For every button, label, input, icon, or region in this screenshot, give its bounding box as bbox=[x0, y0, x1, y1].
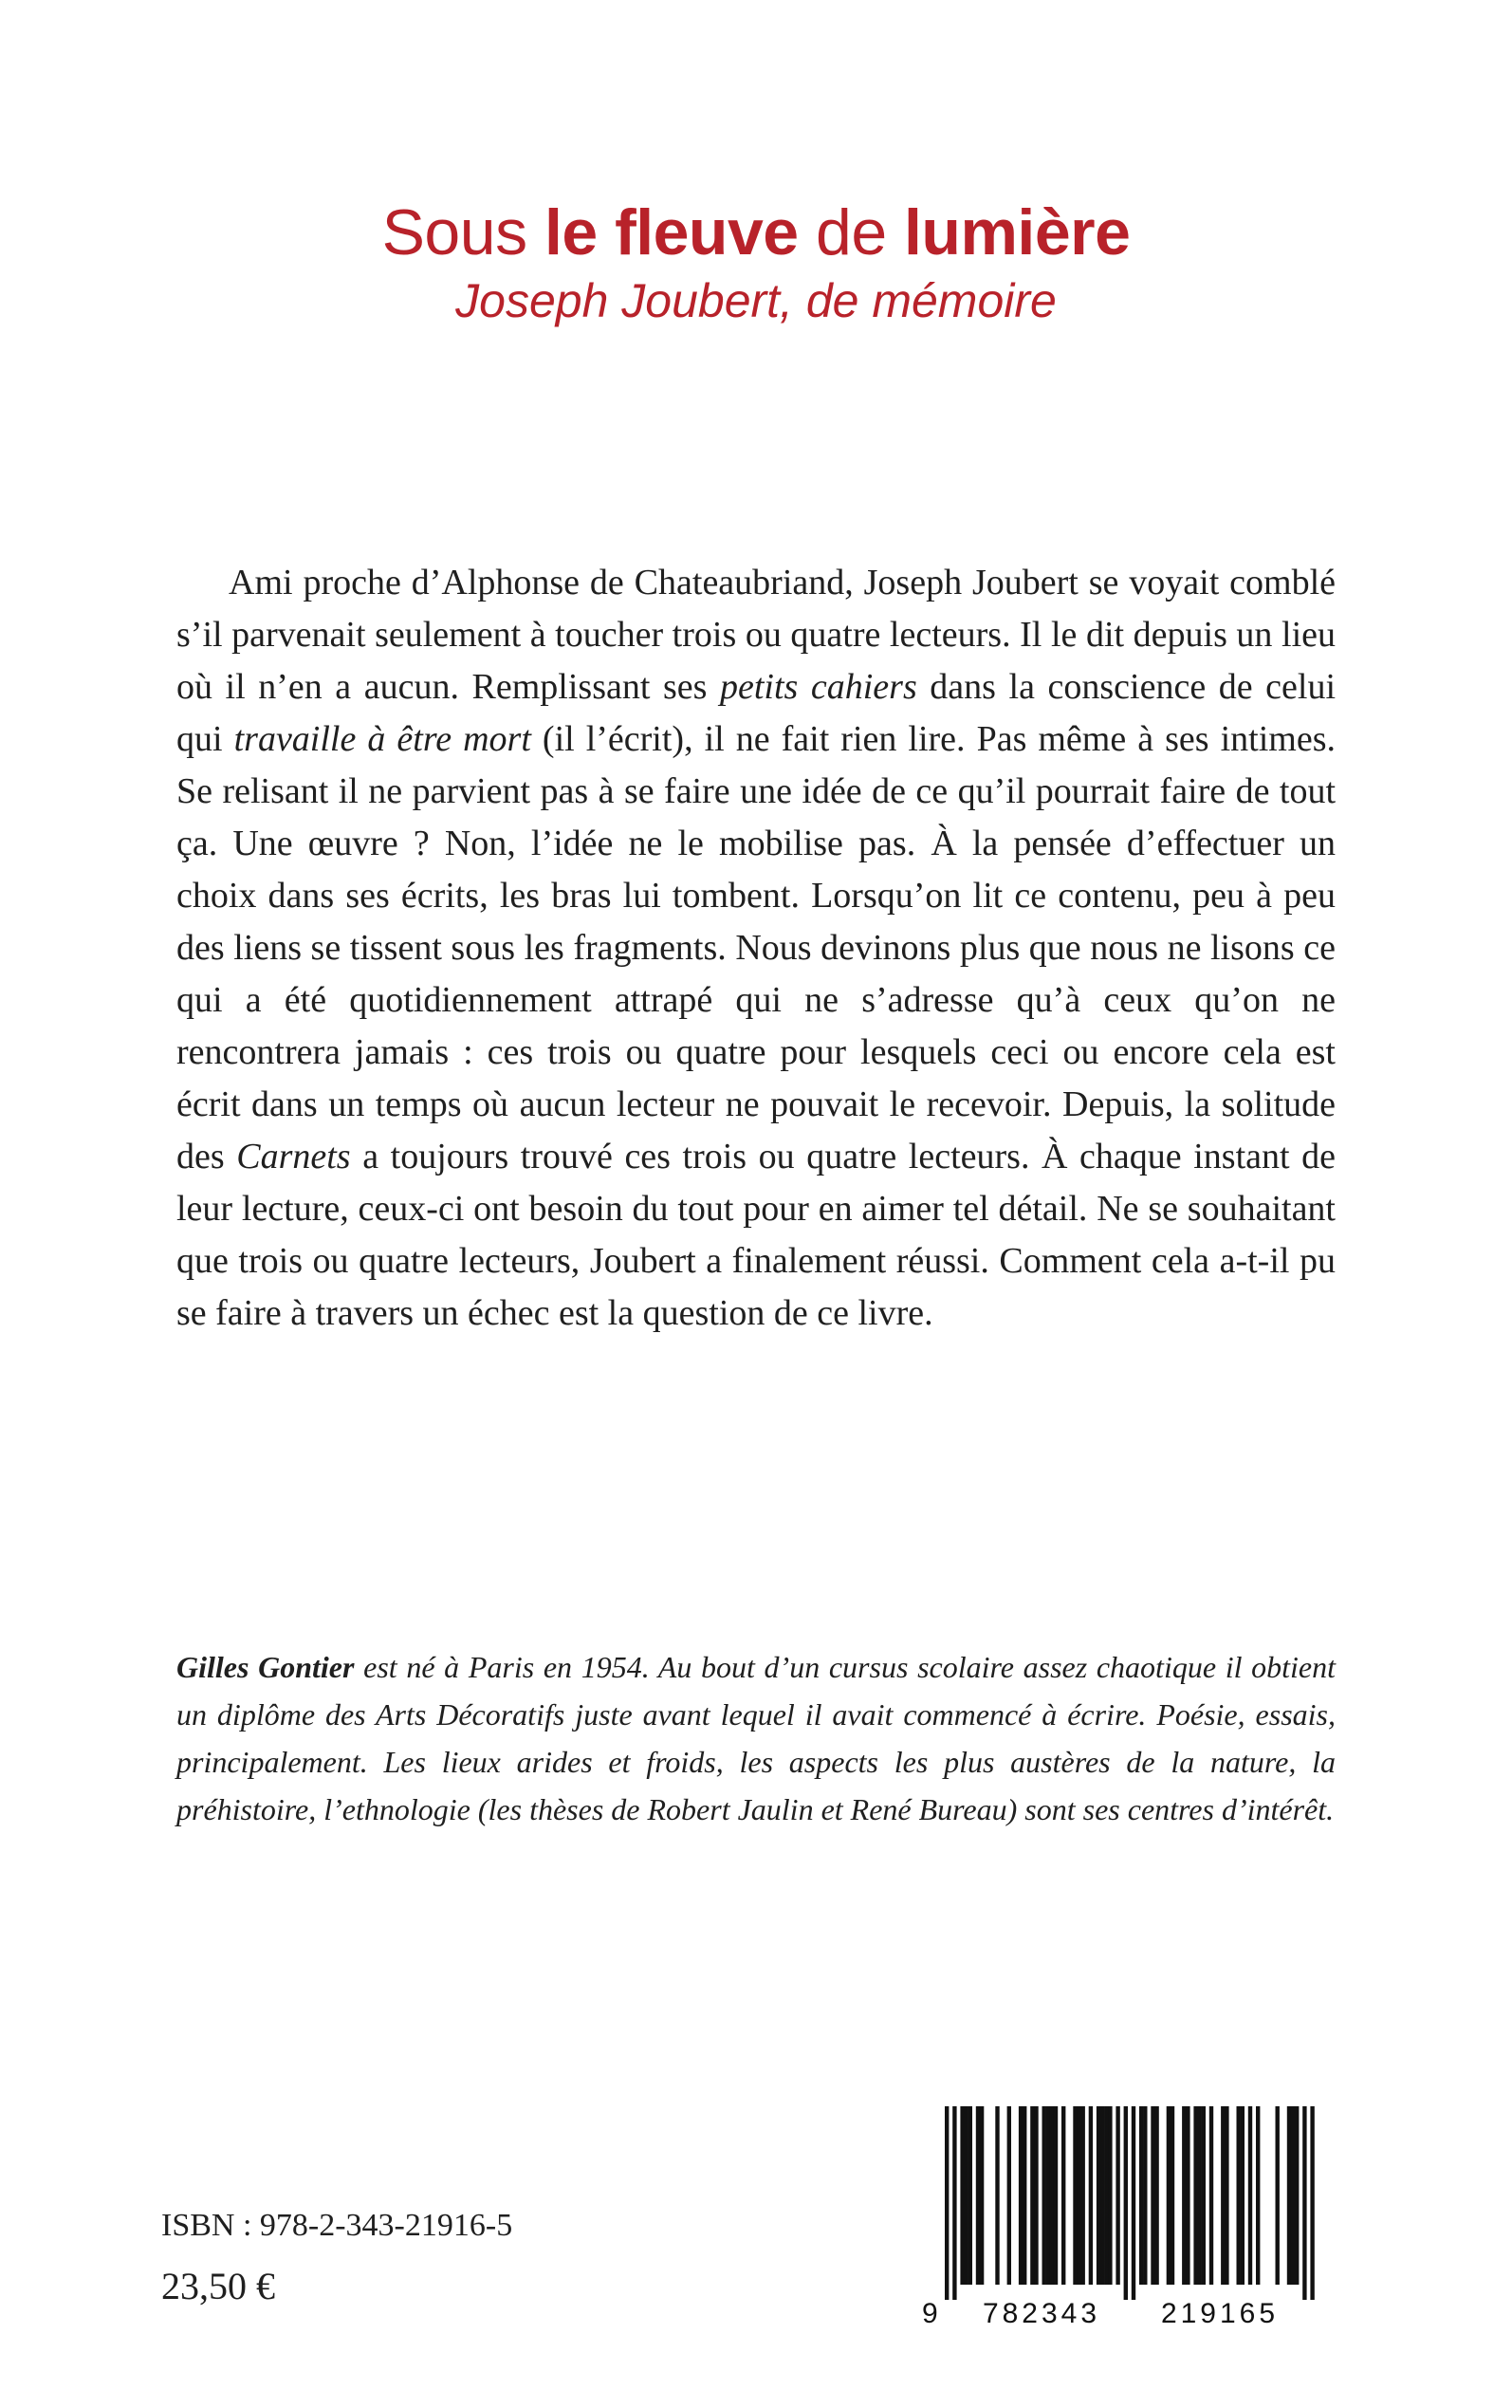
barcode-bar bbox=[1291, 2106, 1295, 2285]
summary-emphasis-3: Carnets bbox=[236, 1137, 351, 1176]
barcode-bar bbox=[1139, 2106, 1143, 2285]
barcode-digits-right: 219165 bbox=[1160, 2298, 1280, 2328]
barcode-bar bbox=[968, 2106, 972, 2285]
barcode-bar bbox=[1089, 2106, 1093, 2285]
barcode-bar bbox=[1046, 2106, 1050, 2285]
barcode-bar bbox=[1182, 2106, 1186, 2285]
barcode-bar bbox=[1030, 2106, 1034, 2285]
barcode-bar bbox=[1198, 2106, 1202, 2285]
barcode-bar bbox=[1132, 2106, 1135, 2300]
barcode-bar bbox=[980, 2106, 984, 2285]
barcode-bar bbox=[1081, 2106, 1085, 2285]
barcode-bar bbox=[1256, 2106, 1260, 2285]
barcode-bar bbox=[1077, 2106, 1080, 2285]
title-part-1: Sous bbox=[381, 196, 544, 269]
barcode-bar bbox=[1104, 2106, 1108, 2285]
barcode-bar bbox=[1237, 2106, 1241, 2285]
barcode-bar bbox=[976, 2106, 980, 2285]
barcode-bar bbox=[965, 2106, 968, 2285]
summary-paragraph bbox=[176, 557, 1336, 1340]
summary-text-2: dans la conscience de celui qui bbox=[176, 667, 1337, 759]
summary-text-4: a toujours trouvé ces trois ou quatre lecteurs. À chaque instant de leur lecture, ceux-ci ont besoin du tout pour en aimer tel détail. Ne se souhaitant que trois ou quatre lecteurs, Joubert a finalement réussi. Comment cela a-t-il pu se faire à travers un échec est la question de ce livre. bbox=[176, 1137, 1337, 1333]
barcode-bars bbox=[945, 2106, 1315, 2300]
barcode-bar bbox=[1007, 2106, 1011, 2285]
title-part-4: lumière bbox=[904, 196, 1131, 269]
author-bio-text: est né à Paris en 1954. Au bout d’un cursus scolaire assez chaotique il obtient un diplôme des Arts Décoratifs juste avant lequel il avait commencé à écrire. Poésie, essais, principalement. Les lieux arides et froids, les aspects les plus austères de la nature, la préhistoire, l’ethnologie (les thèses de Robert Jaulin et René Bureau) sont ses centres d’intérêt. bbox=[176, 1650, 1337, 1826]
summary-text-1: Ami proche d’Alphonse de Chateaubriand, Joseph Joubert se voyait comblé s’il parvenait seulement à toucher trois ou quatre lecteurs. Il le dit depuis un lieu où il n’en a aucun. Remplissant ses bbox=[176, 563, 1336, 707]
summary-text-3: (il l’écrit), il ne fait rien lire. Pas même à ses intimes. Se relisant il ne parvient pas à se faire une idée de ce qu’il pourrait faire de tout ça. Une œuvre ? Non, l’idée ne le mobilise pas. À la pensée d’effectuer un choix dans ses écrits, les bras lui tombent. Lorsqu’on lit ce contenu, peu à peu des liens se tissent sous les fragments. Nous devinons plus que nous ne lisons ce qui a été quotidiennement attrapé qui ne s’adresse qu’à ceux qu’on ne rencontrera jamais : ces trois ou quatre pour lesquels ceci ou encore cela est écrit dans un temps où aucun lecteur ne pouvait le recevoir. Depuis, la solitude des bbox=[176, 719, 1336, 1176]
barcode-bar bbox=[1302, 2106, 1306, 2300]
barcode-bar bbox=[1116, 2106, 1119, 2285]
price-label: 23,50 € bbox=[161, 2265, 275, 2307]
barcode-digits-left: 782343 bbox=[982, 2298, 1101, 2328]
barcode-bar bbox=[1151, 2106, 1154, 2285]
author-name: Gilles Gontier bbox=[176, 1650, 355, 1684]
barcode-bar bbox=[952, 2106, 956, 2300]
barcode-bar bbox=[1276, 2106, 1280, 2285]
barcode-bar bbox=[1143, 2106, 1147, 2285]
barcode-bar bbox=[1054, 2106, 1058, 2285]
summary-emphasis-2: travaille à être mort bbox=[233, 719, 531, 759]
barcode-bar bbox=[1097, 2106, 1100, 2285]
barcode-bar bbox=[1124, 2106, 1128, 2300]
barcode-bar bbox=[1019, 2106, 1023, 2285]
barcode-bar bbox=[1154, 2106, 1158, 2285]
barcode-bar bbox=[1310, 2106, 1314, 2300]
summary-emphasis-1: petits cahiers bbox=[719, 667, 917, 707]
barcode-bar bbox=[1050, 2106, 1054, 2285]
barcode-bar bbox=[1034, 2106, 1038, 2285]
barcode-bar bbox=[1108, 2106, 1112, 2285]
title-block bbox=[0, 194, 1512, 329]
barcode-bar bbox=[1202, 2106, 1206, 2285]
barcode-bar bbox=[1221, 2106, 1225, 2285]
barcode-bar bbox=[1225, 2106, 1228, 2285]
title-part-3: de bbox=[798, 196, 905, 269]
barcode-bar bbox=[945, 2106, 949, 2300]
barcode-bar bbox=[1186, 2106, 1189, 2285]
barcode-bar bbox=[1042, 2106, 1046, 2285]
book-subtitle: Joseph Joubert, de mémoire bbox=[455, 274, 1057, 327]
author-bio bbox=[176, 1643, 1336, 1833]
barcode-digit-first: 9 bbox=[922, 2298, 938, 2328]
barcode-bar bbox=[1287, 2106, 1291, 2285]
barcode-bar bbox=[1167, 2106, 1171, 2285]
barcode-bar bbox=[1241, 2106, 1245, 2285]
barcode-bar bbox=[1100, 2106, 1104, 2285]
barcode-bar bbox=[1209, 2106, 1213, 2285]
barcode-bar bbox=[995, 2106, 999, 2285]
barcode-bar bbox=[960, 2106, 964, 2285]
isbn-label: ISBN : 978-2-343-21916-5 bbox=[161, 2208, 513, 2243]
barcode-bar bbox=[1193, 2106, 1197, 2285]
barcode bbox=[916, 2102, 1350, 2328]
book-title bbox=[0, 194, 1512, 270]
barcode-bar bbox=[1248, 2106, 1252, 2285]
barcode-bar bbox=[1073, 2106, 1077, 2285]
barcode-bar bbox=[1171, 2106, 1174, 2285]
barcode-bar bbox=[1023, 2106, 1026, 2285]
title-part-2: le fleuve bbox=[544, 196, 799, 269]
barcode-bar bbox=[1061, 2106, 1065, 2285]
barcode-bar bbox=[1295, 2106, 1299, 2285]
